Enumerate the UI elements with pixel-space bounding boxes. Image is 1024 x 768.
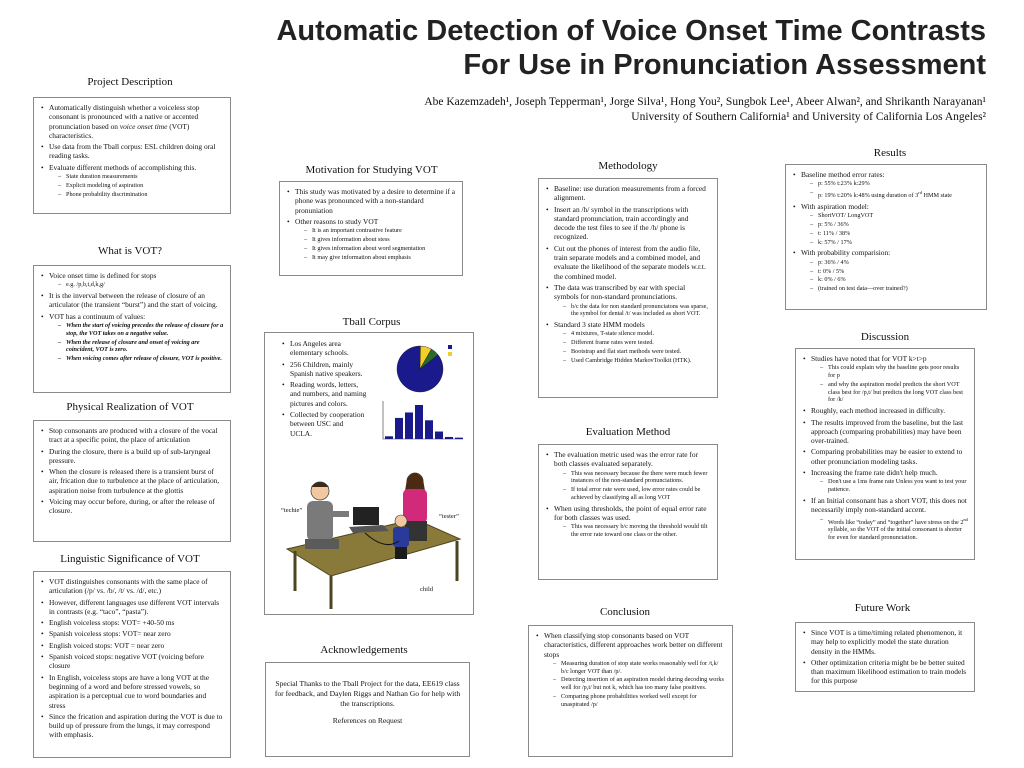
evaluation-bullet-1: • The evaluation metric used was the error rate for both classes evaluated separately. – This was necessary because the there were much fewer instances of the non-standard pronunciations. – If total error rate were used, low error rates could be achieved by classifying all as long VOT: [545, 450, 711, 502]
corpus-heading: Tball Corpus: [342, 316, 401, 328]
project-box: [33, 97, 231, 214]
results-bullet-3: • With probability comparision: – p: 36% / 4% – t: 0% / 5% – k: 0% / 6% – (trained on test data—over trained?): [792, 248, 980, 292]
poster-title-line1: Automatic Detection of Voice Onset Time Contrasts: [276, 15, 986, 47]
bar: [445, 437, 453, 439]
project-heading: Project Description: [87, 76, 173, 88]
linguistic-item-5: • English voiced stops: VOT = near zero: [40, 641, 224, 650]
evaluation-sub-1-2: – If total error rate were used, low error rates could be achieved by classifying all as long VOT: [563, 486, 711, 502]
pie-legend-swatch: [448, 352, 452, 356]
evaluation-bullet-2: • When using thresholds, the point of equal error rate for both classes was used. – This was necessary b/c moving the threshold would tilt the error rate toward one class or the other.: [545, 504, 711, 539]
discussion-sub-5: – Don't use a 1ms frame rate Unless you want to test your patience.: [820, 478, 968, 494]
what-sub-eg: – e.g. /p,b,t,d,k,g/: [58, 281, 224, 289]
project-sub-2: – Explicit modeling of aspiration: [58, 182, 224, 190]
discussion-sub-1-1: – This could explain why the baseline gets poor results for p: [820, 364, 968, 380]
linguistic-item-4: • Spanish voiceless stops: VOT= near zero: [40, 629, 224, 638]
results-asp-1: – ShortVOT/ LongVOT: [810, 212, 980, 220]
methodology-sub-5-2: – Different frame rates were tested.: [563, 339, 711, 347]
corpus-box: [264, 332, 474, 615]
linguistic-heading: Linguistic Significance of VOT: [60, 553, 200, 565]
physical-box: [33, 420, 231, 542]
age-bar-chart: [373, 397, 468, 447]
discussion-bullet-6: • If an Initial consonant has a short VOT, this does not necessarily imply non-standard accent. – Words like “today” and “together” have stress on the 2nd syllable, so the VOT of the initial consonant is shorter for even for standard pronunciation.: [802, 496, 968, 542]
results-asp-3: – t: 11% / 38%: [810, 230, 980, 238]
discussion-bullet-5: • Increasing the frame rate didn't help much. – Don't use a 1ms frame rate Unless you want to test your patience.: [802, 468, 968, 494]
bar: [435, 432, 443, 439]
poster-title-line2: For Use in Pronunciation Assessment: [463, 49, 986, 81]
bar: [425, 420, 433, 439]
conclusion-sub-1: – Measuring duration of stop state works reasonably well for /t,k/ b/c longer VOT than /p/.: [553, 660, 726, 676]
evaluation-sub-2-1: – This was necessary b/c moving the threshold would tilt the error rate toward one class or the other.: [563, 523, 711, 539]
child-figure-icon: [393, 515, 409, 559]
methodology-sub-5-4: – Used Cambridge Hidden MarkovToolkit (HTK).: [563, 357, 711, 365]
affiliations: University of Southern California¹ and University of California Los Angeles²: [631, 111, 986, 123]
motivation-sub-4: – It may give information about emphasis: [304, 254, 456, 262]
ack-text: Special Thanks to the Tball Project for the data, EE619 class for feedback, and Daylen Riggs and Nathan Go for help with the transcriptions.: [274, 679, 461, 708]
motivation-sub-3: – It gives information about word segmentation: [304, 245, 456, 253]
poster-title: [166, 14, 986, 82]
discussion-bullet-4: • Comparing probabilities may be easier to extend to other pronunciation modeling tasks.: [802, 447, 968, 466]
methodology-sub-5-1: – 4 mixtures, T-state silence model.: [563, 330, 711, 338]
methodology-bullet-2: • Insert an /h/ symbol in the transcriptions with standard pronunciation, train accordingly and decode the test files to see if the /h/ phone is recognized.: [545, 205, 711, 242]
future-heading: Future Work: [854, 602, 911, 614]
corpus-item-4: • Collected by cooperation between USC and UCLA.: [281, 410, 367, 438]
results-baseline-1: – p: 55% t:23% k:29%: [810, 180, 980, 188]
results-box: [785, 164, 987, 310]
discussion-heading: Discussion: [860, 331, 910, 343]
motivation-bullet-1: • This study was motivated by a desire to determine if a phone was pronounced with a non-standard pronuniation: [286, 187, 456, 215]
what-bullet-1: • Voice onset time is defined for stops – e.g. /p,b,t,d,k,g/: [40, 271, 224, 289]
project-sub-1: – State duration measurements: [58, 173, 224, 181]
results-asp-2: – p: 5% / 36%: [810, 221, 980, 229]
conclusion-box: [528, 625, 733, 757]
physical-item-3: • When the closure is released there is a transient burst of air, frication due to turbulence at the place of articulation, aspiration noise from turbulence at the glottis: [40, 467, 224, 495]
authors-block: [286, 95, 986, 125]
discussion-bullet-3: • The results improved from the baseline, but the last approach (comparing probabilities) may have been over-trained.: [802, 418, 968, 446]
discussion-bullet-2: • Roughly, each method increased in difficulty.: [802, 406, 968, 415]
ack-heading: Acknowledgements: [320, 644, 408, 656]
language-pie-chart: [390, 339, 470, 399]
what-bullet-2: • It is the inverval between the release of closure of an articulator (the transient “burst”) and the start of voicing.: [40, 291, 224, 310]
conclusion-bullet-1: • When classifying stop consonants based on VOT characteristics, different approaches work better on different stops – Measuring duration of stop state works reasonably well for /t,k/ b/c longer VOT than /p/. – Detecting insertion of an aspiration model during decoding works well for /p,t/ but not k, which has too many false positives. – Comparing phone probabilities worked well except for unaspirated /p/: [535, 631, 726, 709]
conclusion-heading: Conclusion: [599, 606, 651, 618]
future-item-1: • Since VOT is a time/timing related phenomenon, it may help to explicitly model the state duration density in the HMMs.: [802, 628, 968, 656]
results-baseline-2: – p: 19% t:20% k:48% using duration of 3rd HMM state: [810, 189, 980, 200]
linguistic-item-2: • However, different languages use different VOT intervals in contrasts (e.g. “taco”, “pasta”).: [40, 598, 224, 617]
laptop-icon: [349, 507, 389, 533]
project-bullet-1: • Automatically distinguish whether a voiceless stop consonant is pronounced with a native or accented pronunciation based on voice onset time (VOT) characteristics.: [40, 103, 224, 140]
bar: [385, 436, 393, 439]
results-prob-2: – t: 0% / 5%: [810, 268, 980, 276]
label-tester: “tester”: [439, 513, 459, 520]
physical-item-2: • During the closure, there is a build up of sub-laryngeal pressure.: [40, 447, 224, 466]
methodology-bullet-1: • Baseline: use duration measurements from a forced alignment.: [545, 184, 711, 203]
discussion-bullet-1: • Studies have noted that for VOT k>t>p – This could explain why the baseline gets poor results for p – and why the aspiration model predicts the short VOT class best for /p,t/ but predicts the long VOT class best for /k/: [802, 354, 968, 404]
future-item-2: • Other optimization criteria might be be better suited than maximum likelihood estimation to train models for this purpose: [802, 658, 968, 686]
future-box: [795, 622, 975, 692]
bar: [405, 412, 413, 439]
linguistic-item-3: • English voiceless stops: VOT= +40-50 ms: [40, 618, 224, 627]
discussion-sub-1-2: – and why the aspiration model predicts the short VOT class best for /p,t/ but predicts the long VOT class best for /k/: [820, 381, 968, 404]
linguistic-item-1: • VOT distinguishes consonants with the same place of articulation (/p/ vs. /b/, /t/ vs. /d/, etc.): [40, 577, 224, 596]
methodology-heading: Methodology: [598, 160, 658, 172]
physical-item-1: • Stop consonants are produced with a closure of the vocal tract at a specific point, the place of articulation: [40, 426, 224, 445]
discussion-sub-6: – Words like “today” and “together” have stress on the 2nd syllable, so the VOT of the initial consonant is shorter for even for standard pronunciation.: [820, 516, 968, 542]
project-bullet-2: • Use data from the Tball corpus: ESL children doing oral reading tasks.: [40, 142, 224, 161]
physical-item-4: • Voicing may occur before, during, or after the release of closure.: [40, 497, 224, 516]
results-heading: Results: [873, 147, 907, 159]
label-techie: “techie”: [281, 507, 303, 514]
recording-illustration: [265, 451, 474, 611]
motivation-heading: Motivation for Studying VOT: [305, 164, 438, 176]
corpus-item-2: • 256 Children, mainly Spanish native speakers.: [281, 360, 367, 379]
discussion-box: [795, 348, 975, 560]
linguistic-item-7: • In English, voiceless stops are have a long VOT at the beginning of a word and before stressed vowels, so aspiration is a perceptual cue to word boundaries and stress: [40, 673, 224, 710]
methodology-bullet-4: • The data was transcribed by ear with special symbols for non-standard pronunciations. – b/c the data for non standard pronunciatons was sparse, the symbol for dental /t/ was included as short VOT.: [545, 283, 711, 318]
motivation-sub-1: – It is an important contrastive feature: [304, 227, 456, 235]
author-list: Abe Kazemzadeh¹, Joseph Tepperman¹, Jorge Silva¹, Hong You², Sungbok Lee¹, Abeer Alwan², and Shrikanth Narayanan¹: [424, 96, 986, 108]
methodology-bullet-3: • Cut out the phones of interest from the audio file, train separate models and a combined model, and evaluate the likelihood of the separate models w.r.t. the combined model.: [545, 244, 711, 281]
linguistic-item-8: • Since the frication and aspiration during the VOT is due to build up of pressure from the lungs, it may correspond with emphasis.: [40, 712, 224, 740]
conclusion-sub-3: – Comparing phone probabilities worked well except for unaspirated /p/: [553, 693, 726, 709]
bar: [415, 405, 423, 439]
methodology-bullet-5: • Standard 3 state HMM models – 4 mixtures, T-state silence model. – Different frame rates were tested. – Bootstrap and flat start methods were tested. – Used Cambridge Hidden MarkovToolkit (HTK).: [545, 320, 711, 364]
conclusion-sub-2: – Detecting insertion of an aspiration model during decoding works well for /p,t/ but not k, which has too many false positives.: [553, 676, 726, 692]
evaluation-heading: Evaluation Method: [585, 426, 671, 438]
what-bullet-3: • VOT has a continuum of values: – When the start of voicing precedes the release of closure for a stop, the VOT takes on a negative value. – When the release of closure and onset of voicing are coincident, VOT is zero. – When voicing comes after release of closure, VOT is positive.: [40, 312, 224, 363]
motivation-bullet-2: • Other reasons to study VOT – It is an important contrastive feature – It gives information about stess – It gives information about word segmentation – It may give information about emphasis: [286, 217, 456, 261]
what-sub-negative: – When the start of voicing precedes the release of closure for a stop, the VOT takes on a negative value.: [58, 322, 224, 338]
bar: [395, 418, 403, 439]
pie-legend-swatch: [448, 345, 452, 349]
results-prob-4: – (trained on test data—over trained?): [810, 285, 980, 293]
bar: [455, 438, 463, 439]
what-heading: What is VOT?: [98, 245, 162, 257]
motivation-sub-2: – It gives information about stess: [304, 236, 456, 244]
methodology-box: [538, 178, 718, 398]
results-bullet-1: • Baseline method error rates: – p: 55% t:23% k:29% – p: 19% t:20% k:48% using duration of 3rd HMM state: [792, 170, 980, 200]
corpus-item-3: • Reading words, letters, and numbers, and naming pictures and colors.: [281, 380, 367, 408]
motivation-box: [279, 181, 463, 276]
what-sub-zero: – When the release of closure and onset of voicing are coincident, VOT is zero.: [58, 339, 224, 355]
evaluation-box: [538, 444, 718, 580]
project-sub-3: – Phone probability discrimination: [58, 191, 224, 199]
physical-heading: Physical Realization of VOT: [66, 401, 194, 413]
methodology-sub-5-3: – Bootstrap and flat start methods were tested.: [563, 348, 711, 356]
results-bullet-2: • With aspiration model: – ShortVOT/ LongVOT – p: 5% / 36% – t: 11% / 38% – k: 57% / 17%: [792, 202, 980, 246]
what-box: [33, 265, 231, 393]
linguistic-box: [33, 571, 231, 758]
label-child: child: [420, 586, 433, 593]
methodology-sub-4: – b/c the data for non standard pronunciatons was sparse, the symbol for dental /t/ was included as short VOT.: [563, 303, 711, 319]
what-sub-positive: – When voicing comes after release of closure, VOT is positive.: [58, 355, 224, 363]
corpus-item-1: • Los Angeles area elementary schools.: [281, 339, 367, 358]
evaluation-sub-1-1: – This was necessary because the there were much fewer instances of the non-standard pronunciations.: [563, 470, 711, 486]
results-asp-4: – k: 57% / 17%: [810, 239, 980, 247]
project-bullet-3: • Evaluate different methods of accomplishing this. – State duration measurements – Explicit modeling of aspiration – Phone probability discrimination: [40, 163, 224, 199]
linguistic-item-6: • Spanish voiced stops: negative VOT (voicing before closure: [40, 652, 224, 671]
results-prob-1: – p: 36% / 4%: [810, 259, 980, 267]
ack-box: [265, 662, 470, 757]
results-prob-3: – k: 0% / 6%: [810, 276, 980, 284]
ack-references: References on Request: [332, 716, 403, 725]
